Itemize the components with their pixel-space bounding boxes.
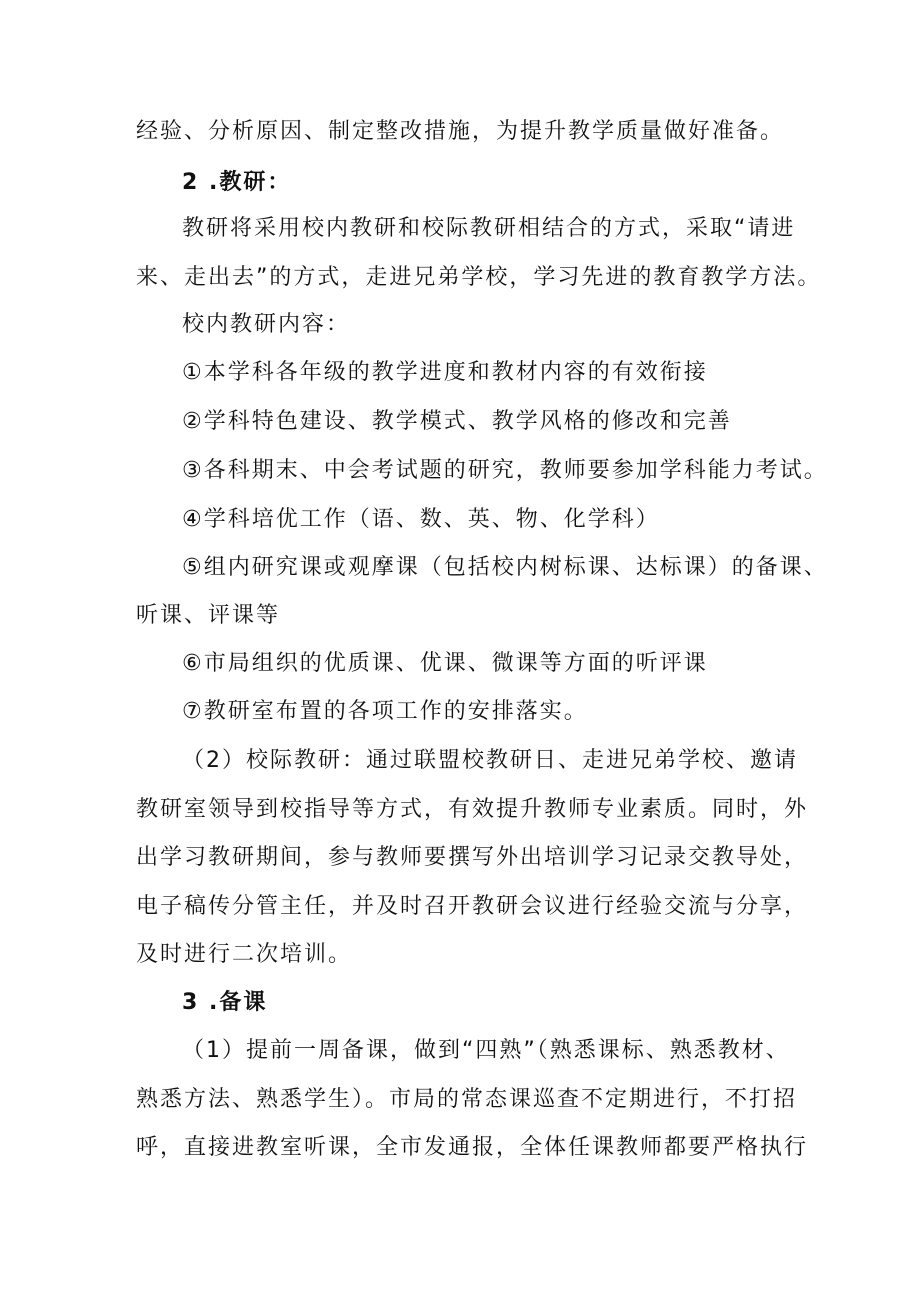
paragraph-line: 熟悉方法、熟悉学生）。市局的常态课巡查不定期进行，不打招 [136, 1087, 798, 1112]
list-item: ⑤组内研究课或观摩课（包括校内树标课、达标课）的备课、 [182, 555, 828, 580]
paragraph-line: （2）校际教研：通过联盟校教研日、走进兄弟学校、邀请 [182, 748, 798, 773]
paragraph-line: 来、走出去”的方式，走进兄弟学校，学习先进的教育教学方法。 [136, 265, 822, 290]
list-item: ③各科期末、中会考试题的研究，教师要参加学科能力考试。 [182, 458, 828, 483]
paragraph-line: 出学习教研期间，参与教师要撰写外出培训学习记录交教导处， [136, 845, 809, 870]
section-heading-teaching-research: 2 .教研： [182, 170, 292, 195]
paragraph-line: 教研将采用校内教研和校际教研相结合的方式，采取“请进 [182, 216, 796, 241]
list-item: ⑦教研室布置的各项工作的安排落实。 [182, 699, 588, 724]
paragraph-line: 电子稿传分管主任，并及时召开教研会议进行经验交流与分享， [136, 894, 809, 919]
list-item: ⑥市局组织的优质课、优课、微课等方面的听评课 [182, 651, 708, 676]
list-item: ②学科特色建设、教学模式、教学风格的修改和完善 [182, 409, 732, 434]
paragraph-line: 及时进行二次培训。 [136, 942, 353, 967]
paragraph-line: 教研室领导到校指导等方式，有效提升教师专业素质。同时，外 [136, 797, 809, 822]
paragraph-line: 呼，直接进教室听课，全市发通报，全体任课教师都要严格执行 [136, 1135, 809, 1160]
list-item: ①本学科各年级的教学进度和教材内容的有效衔接 [182, 360, 708, 385]
section-heading-lesson-prep: 3 .备课 [182, 990, 268, 1015]
subheading-internal-research: 校内教研内容： [182, 312, 351, 337]
list-item-continued: 听课、评课等 [136, 603, 281, 628]
list-item: ④学科培优工作（语、数、英、物、化学科） [182, 507, 660, 532]
paragraph-line: 经验、分析原因、制定整改措施，为提升教学质量做好准备。 [136, 119, 785, 144]
paragraph-line: （1）提前一周备课，做到“四熟”（熟悉课标、熟悉教材、 [182, 1038, 790, 1063]
